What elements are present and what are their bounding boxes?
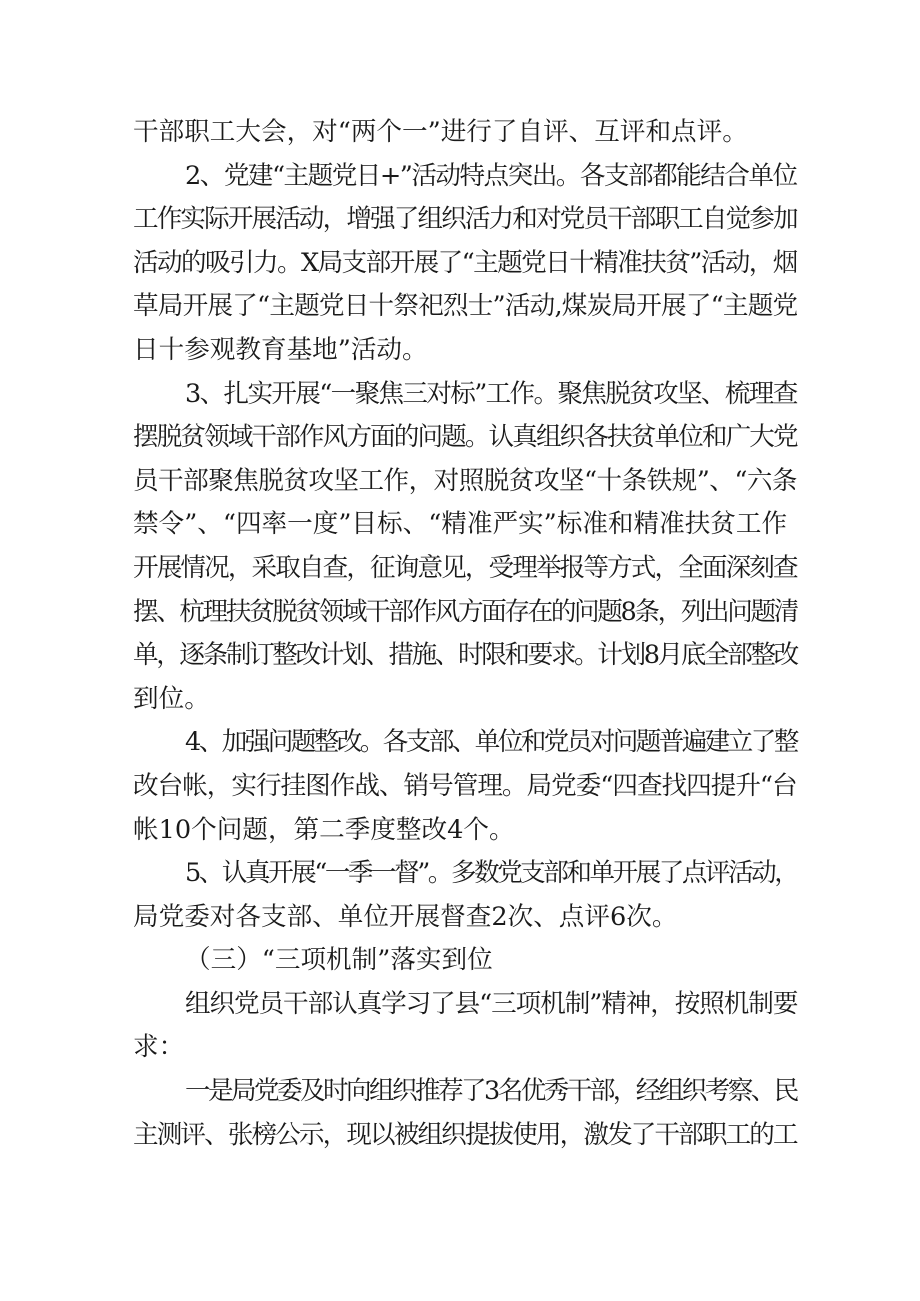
text-line: 到位。 <box>133 683 210 714</box>
text-line: 草局开展了“主题党日十祭祀烈士”活动,煤炭局开展了“主题党 <box>133 291 798 322</box>
text-line: 禁令”、“四率一度”目标、“精准严实”标准和精准扶贫工作 <box>133 509 788 540</box>
text-line: 改台帐，实行挂图作战、销号管理。局党委“四查找四提升“台 <box>133 770 797 801</box>
text-line: 4、加强问题整改。各支部、单位和党员对问题普遍建立了整 <box>185 727 797 758</box>
text-line: 干部职工大会，对“两个一”进行了自评、互评和点评。 <box>133 117 748 147</box>
text-line: 3、扎实开展“一聚焦三对标”工作。聚焦脱贫攻坚、梳理查 <box>185 378 797 409</box>
text-line: 2、党建“主题党日+”活动特点突出。各支部都能结合单位 <box>185 160 797 191</box>
text-line: 局党委对各支部、单位开展督查2次、点评6次。 <box>133 901 678 932</box>
text-line: 求： <box>133 1032 185 1063</box>
text-line: 员干部聚焦脱贫攻坚工作，对照脱贫攻坚“十条铁规”、“六条 <box>133 465 797 496</box>
text-line: 摆、杭理扶贫脱贫领域干部作风方面存在的问题8条，列出问题清 <box>133 596 797 627</box>
text-line: 帐10个问题，第二季度整改4个。 <box>133 814 515 845</box>
text-line: 活动的吸引力。X局支部开展了“主题党日十精准扶贫”活动，烟 <box>133 247 797 278</box>
text-line: 单，逐条制订整改计划、措施、时限和要求。计划8月底全部整改 <box>133 640 797 671</box>
text-line: 主测评、张榜公示，现以被组织提拔使用，激发了干部职工的工 <box>133 1119 797 1150</box>
text-line: （三）“三项机制”落实到位 <box>185 945 493 976</box>
text-line: 工作实际开展活动，增强了组织活力和对党员干部职工自觉参加 <box>133 204 797 235</box>
text-line: 一是局党委及时向组织推荐了3名优秀干部，经组织考察、民 <box>185 1076 797 1107</box>
text-line: 日十参观教育基地”活动。 <box>133 334 428 365</box>
text-line: 5、认真开展“一季一督”。多数党支部和单开展了点评活动， <box>185 858 798 889</box>
text-line: 组织党员干部认真学习了县“三项机制”精神，按照机制要 <box>185 988 798 1019</box>
text-line: 开展情况，采取自查，征询意见，受理举报等方式，全面深刻查 <box>133 552 797 583</box>
document-body <box>133 111 797 1157</box>
text-line: 摆脱贫领域干部作风方面的问题。认真组织各扶贫单位和广大党 <box>133 422 797 453</box>
